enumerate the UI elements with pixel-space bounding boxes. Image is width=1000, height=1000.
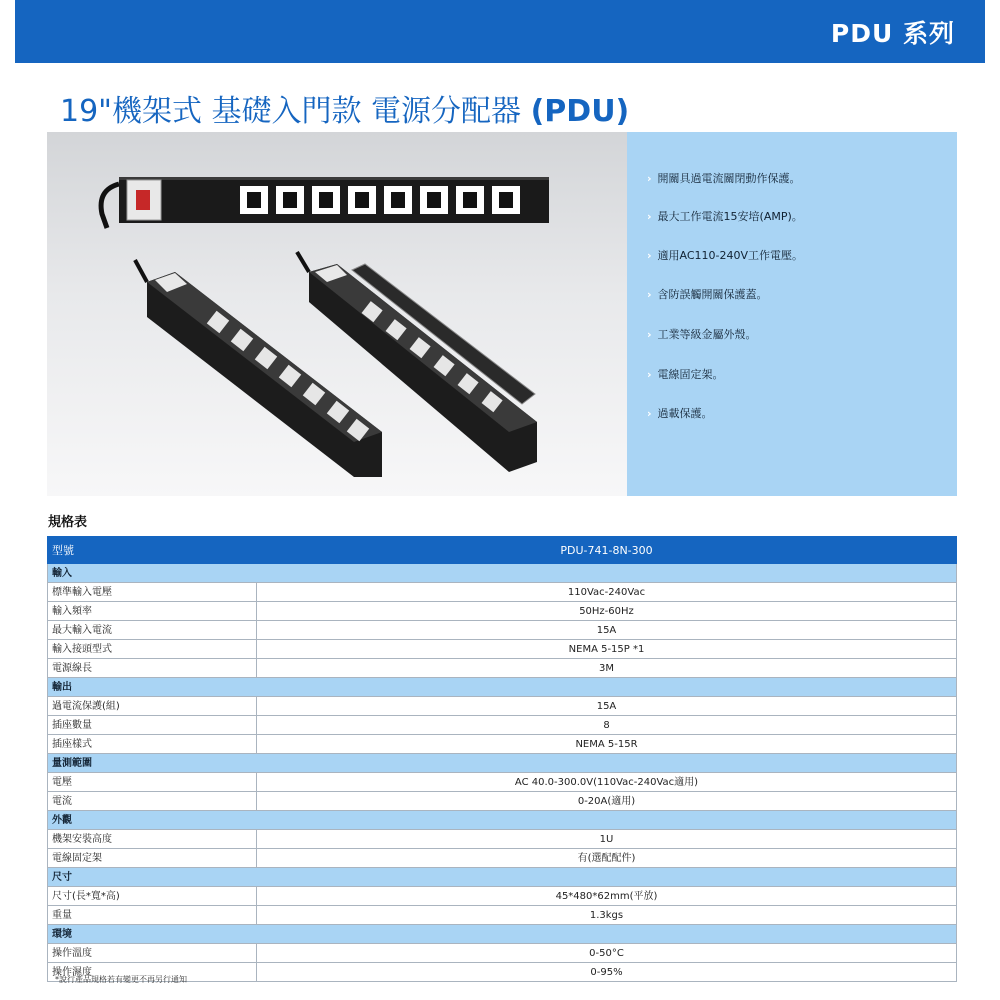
row-value: 有(選配配件) bbox=[257, 849, 957, 868]
table-row bbox=[48, 602, 957, 621]
chevron-right-icon: › bbox=[647, 172, 652, 185]
product-illustration bbox=[47, 132, 627, 496]
table-row bbox=[48, 640, 957, 659]
row-label: 標準輸入電壓 bbox=[48, 583, 257, 602]
table-row bbox=[48, 849, 957, 868]
row-value: 0-50°C bbox=[257, 944, 957, 963]
table-row bbox=[48, 887, 957, 906]
feature-item bbox=[647, 326, 757, 342]
feature-item bbox=[647, 405, 713, 421]
chevron-right-icon: › bbox=[647, 368, 652, 381]
row-value: 3M bbox=[257, 659, 957, 678]
row-label: 電流 bbox=[48, 792, 257, 811]
feature-text: 開關具過電流關閉動作保護。 bbox=[657, 172, 801, 185]
chevron-right-icon: › bbox=[647, 210, 652, 223]
row-value: NEMA 5-15R bbox=[257, 735, 957, 754]
row-value: 0-20A(適用) bbox=[257, 792, 957, 811]
table-row bbox=[48, 716, 957, 735]
spec-section-row bbox=[48, 811, 957, 830]
chevron-right-icon: › bbox=[647, 249, 652, 262]
row-label: 輸入頻率 bbox=[48, 602, 257, 621]
table-row bbox=[48, 792, 957, 811]
table-row bbox=[48, 830, 957, 849]
section-title: 量測範圍 bbox=[48, 754, 957, 773]
row-label: 機架安裝高度 bbox=[48, 830, 257, 849]
row-label: 電壓 bbox=[48, 773, 257, 792]
banner-title: PDU 系列 bbox=[830, 19, 955, 48]
pdu-horizontal bbox=[101, 177, 549, 228]
model-label: 型號 bbox=[48, 537, 257, 564]
feature-text: 含防誤觸開關保護蓋。 bbox=[657, 288, 768, 301]
feature-text: 過載保護。 bbox=[657, 407, 713, 420]
spec-section-row bbox=[48, 754, 957, 773]
row-value: 50Hz-60Hz bbox=[257, 602, 957, 621]
table-row bbox=[48, 944, 957, 963]
row-label: 尺寸(長*寬*高) bbox=[48, 887, 257, 906]
row-value: NEMA 5-15P *1 bbox=[257, 640, 957, 659]
row-value: 110Vac-240Vac bbox=[257, 583, 957, 602]
spec-section-row bbox=[48, 678, 957, 697]
row-label: 輸入接頭型式 bbox=[48, 640, 257, 659]
row-value: 0-95% bbox=[257, 963, 957, 982]
row-label: 電線固定架 bbox=[48, 849, 257, 868]
table-row bbox=[48, 697, 957, 716]
feature-text: 工業等級金屬外殼。 bbox=[657, 328, 757, 341]
spec-header-row bbox=[48, 537, 957, 564]
row-value: 45*480*62mm(平放) bbox=[257, 887, 957, 906]
section-title: 輸入 bbox=[48, 564, 957, 583]
footnote: *說行產品規格若有變更不再另行通知 bbox=[55, 975, 187, 984]
chevron-right-icon: › bbox=[647, 407, 652, 420]
feature-item bbox=[647, 247, 803, 263]
chevron-right-icon: › bbox=[647, 328, 652, 341]
row-value: 15A bbox=[257, 697, 957, 716]
spec-heading: 規格表 bbox=[48, 515, 88, 530]
feature-text: 適用AC110-240V工作電壓。 bbox=[657, 249, 804, 262]
page-title-suffix: (PDU) bbox=[530, 94, 630, 129]
spec-table bbox=[47, 536, 957, 982]
feature-item bbox=[647, 208, 803, 224]
feature-panel bbox=[627, 132, 957, 496]
feature-text: 最大工作電流15安培(AMP)。 bbox=[657, 210, 803, 223]
section-title: 輸出 bbox=[48, 678, 957, 697]
feature-item bbox=[647, 286, 768, 302]
section-title: 外觀 bbox=[48, 811, 957, 830]
row-value: 1U bbox=[257, 830, 957, 849]
row-value: AC 40.0-300.0V(110Vac-240Vac適用) bbox=[257, 773, 957, 792]
row-value: 8 bbox=[257, 716, 957, 735]
section-title: 環境 bbox=[48, 925, 957, 944]
spec-section-row bbox=[48, 868, 957, 887]
row-label: 最大輸入電流 bbox=[48, 621, 257, 640]
model-value: PDU-741-8N-300 bbox=[257, 537, 957, 564]
row-label: 插座數量 bbox=[48, 716, 257, 735]
page-title bbox=[60, 86, 629, 130]
row-label: 操作溫度 bbox=[48, 944, 257, 963]
row-label: 插座樣式 bbox=[48, 735, 257, 754]
row-label: 操作濕度 bbox=[48, 963, 257, 982]
row-label: 電源線長 bbox=[48, 659, 257, 678]
feature-text: 電線固定架。 bbox=[657, 368, 724, 381]
section-title: 尺寸 bbox=[48, 868, 957, 887]
table-row bbox=[48, 773, 957, 792]
table-row bbox=[48, 621, 957, 640]
feature-item bbox=[647, 170, 801, 186]
row-label: 重量 bbox=[48, 906, 257, 925]
table-row bbox=[48, 583, 957, 602]
spec-section-row bbox=[48, 925, 957, 944]
page-title-text: 19"機架式 基礎入門款 電源分配器 bbox=[60, 94, 531, 129]
row-value: 15A bbox=[257, 621, 957, 640]
row-value: 1.3kgs bbox=[257, 906, 957, 925]
spec-section-row bbox=[48, 564, 957, 583]
table-row bbox=[48, 735, 957, 754]
table-row bbox=[48, 659, 957, 678]
row-label: 過電流保護(組) bbox=[48, 697, 257, 716]
header-banner bbox=[15, 0, 985, 63]
product-photo bbox=[47, 132, 627, 496]
table-row bbox=[48, 906, 957, 925]
feature-item bbox=[647, 366, 724, 382]
chevron-right-icon: › bbox=[647, 288, 652, 301]
